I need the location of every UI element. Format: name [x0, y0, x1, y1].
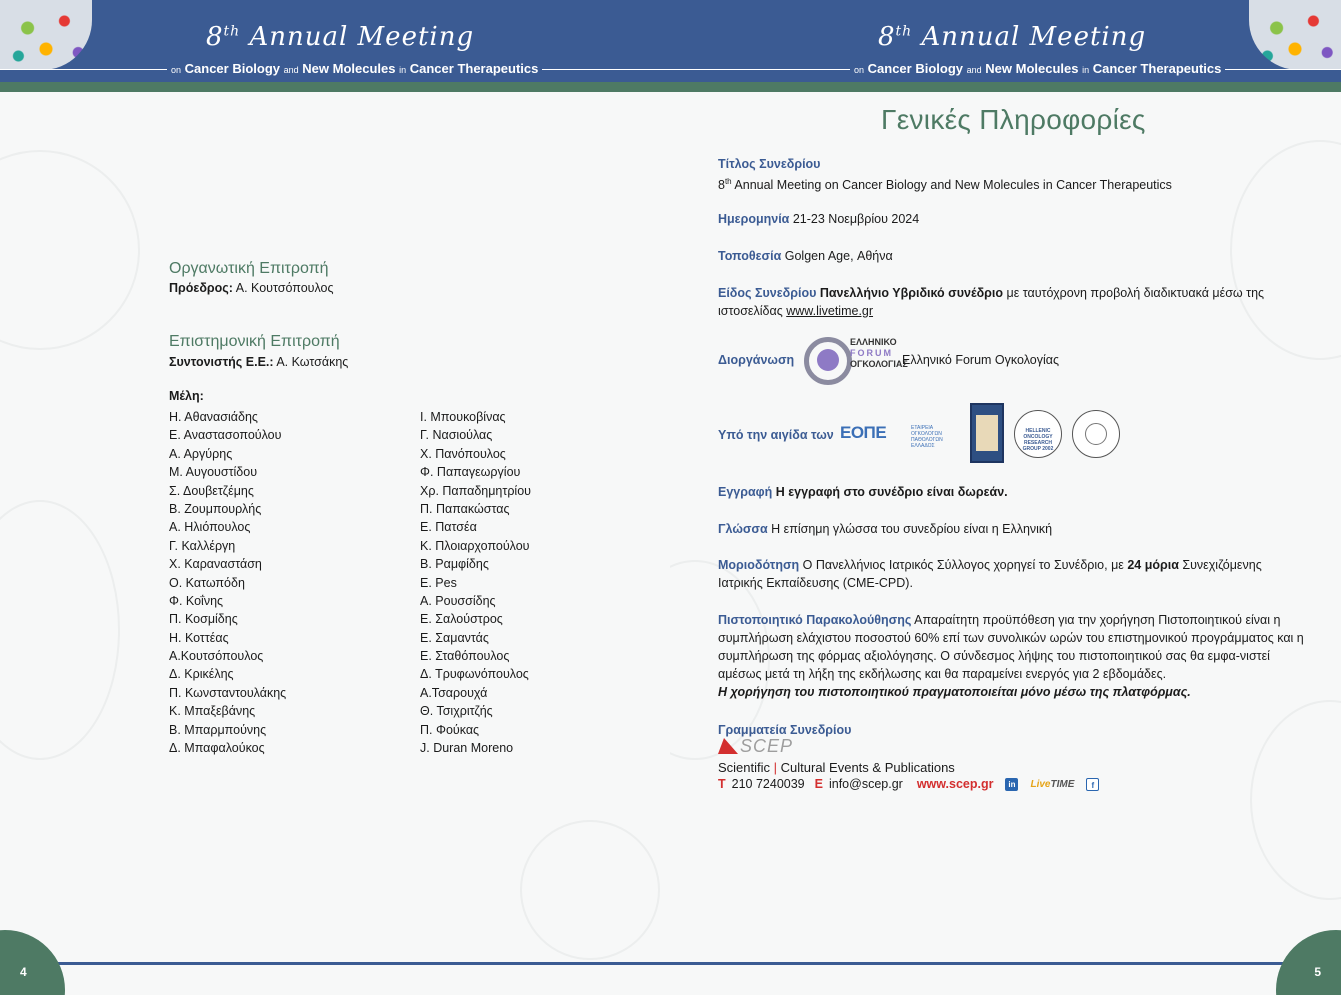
- member-name: Χρ. Παπαδημητρίου: [420, 483, 531, 498]
- scep-tagline: Scientific | Cultural Events & Publications: [718, 760, 955, 775]
- member-name: Α. Αργύρης: [169, 446, 233, 461]
- member-name: Χ. Καραναστάση: [169, 557, 262, 572]
- member-name: Φ. Παπαγεωργίου: [420, 465, 521, 480]
- scientific-coordinator: Συντονιστής Ε.Ε.: Α. Κωτσάκης: [169, 355, 349, 369]
- footer-rule: [670, 962, 1341, 965]
- eope-subtitle: ΕΤΑΙΡΕΙΑ ΟΓΚΟΛΟΓΩΝ ΠΑΘΟΛΟΓΩΝ ΕΛΛΑΔΟΣ: [911, 425, 943, 449]
- society-book-logo: [970, 403, 1004, 463]
- page-header: [670, 0, 1341, 92]
- certificate-block: Πιστοποιητικό Παρακολούθησης Απαραίτητη προϋπόθεση για την χορήγηση Πιστοποιητικού είναι η συμπλήρωση ελάχιστου ποσοστού 60% επί των συνολικών ωρών του επιστημονικού προγράμματος και η συμπλήρωση της φόρμας αξιολόγησης. Ο σύνδεσμος λήψης του πιστοποιητικού σας θα εμφα-νιστεί αμέσως μετά τη λήξη της εκδήλωσης και θα παραμείνει ενεργός για 2 εβδομάδες. Η χορήγηση του πιστοποιητικού πραγματοποιείται μόνο μέσω της πλατφόρμας.: [718, 611, 1308, 701]
- forum-dot-icon: [817, 349, 839, 371]
- conference-type-label: Είδος Συνεδρίου: [718, 286, 817, 300]
- member-name: Π. Κωνσταντουλάκης: [169, 685, 287, 700]
- meeting-subtitle: on Cancer Biology and New Molecules in Cancer Therapeutics: [167, 61, 542, 76]
- member-name: Π. Φούκας: [420, 722, 480, 737]
- members-label: Μέλη:: [169, 389, 204, 403]
- eope-logo: ΕΟΠΕ: [840, 423, 887, 442]
- organizing-president: Πρόεδρος: Α. Κουτσόπουλος: [169, 281, 334, 295]
- background-decoration: [0, 150, 140, 350]
- date-label: Ημερομηνία: [718, 212, 790, 226]
- email-link[interactable]: info@scep.gr: [828, 777, 903, 791]
- member-name: Φ. Κοΐνης: [169, 593, 224, 608]
- member-name: Π. Κοσμίδης: [169, 612, 238, 627]
- member-name: Χ. Πανόπουλος: [420, 446, 506, 461]
- member-name: Ε. Αναστασοπούλου: [169, 428, 282, 443]
- left-page: [0, 0, 670, 995]
- member-name: Γ. Καλλέργη: [169, 538, 236, 553]
- scientific-committee-heading: Επιστημονική Επιτροπή: [169, 333, 340, 350]
- member-name: Α.Τσαρουχά: [420, 685, 488, 700]
- page-number-circle: [1276, 930, 1341, 995]
- member-name: Η. Κοττέας: [169, 630, 229, 645]
- location-label: Τοποθεσία: [718, 249, 782, 263]
- livetime-link[interactable]: www.livetime.gr: [786, 304, 874, 318]
- member-name: Γ. Νασιούλας: [420, 428, 493, 443]
- background-decoration: [0, 500, 120, 760]
- header-stripe: [670, 82, 1341, 92]
- conference-title-label: Τίτλος Συνεδρίου: [718, 157, 821, 171]
- member-name: Κ. Μπαξεβάνης: [169, 704, 256, 719]
- conference-type-block: Είδος Συνεδρίου Πανελλήνιο Υβριδικό συνέδριο με ταυτόχρονη προβολή διαδικτυακά μέσω της ιστοσελίδας www.livetime.gr: [718, 286, 1265, 318]
- right-page: [670, 0, 1341, 995]
- members-column-2: [420, 408, 531, 757]
- language-label: Γλώσσα: [718, 522, 768, 536]
- aegis-label: Υπό την αιγίδα των: [718, 428, 834, 442]
- member-name: Β. Μπαρμπούνης: [169, 722, 267, 737]
- members-column-1: [169, 408, 286, 757]
- member-name: Ε. Πατσέα: [420, 520, 477, 535]
- member-name: Ε. Σταθόπουλος: [420, 649, 510, 664]
- member-name: Α. Ρουσσίδης: [420, 593, 496, 608]
- credits-block: Μοριοδότηση Ο Πανελλήνιος Ιατρικός Σύλλογος χορηγεί το Συνέδριο, με 24 μόρια Συνεχιζόμενης Ιατρικής Εκπαίδευσης (CME-CPD).: [718, 558, 1262, 590]
- member-name: Δ. Μπαφαλούκος: [169, 741, 265, 756]
- scep-logo: SCEP: [718, 736, 793, 756]
- registration-value: Η εγγραφή στο συνέδριο είναι δωρεάν.: [772, 485, 1008, 499]
- member-name: Β. Ραμφίδης: [420, 557, 489, 572]
- header-stripe: [0, 82, 670, 92]
- member-name: Δ. Τρυφωνόπουλος: [420, 667, 529, 682]
- member-name: Θ. Τσιχριτζής: [420, 704, 493, 719]
- certificate-note: Η χορήγηση του πιστοποιητικού πραγματοποιείται μόνο μέσω της πλατφόρμας.: [718, 685, 1191, 699]
- member-name: Π. Παπακώστας: [420, 501, 510, 516]
- registration-block: [718, 483, 1308, 501]
- meeting-subtitle: on Cancer Biology and New Molecules in Cancer Therapeutics: [850, 61, 1225, 76]
- credits-label: Μοριοδότηση: [718, 558, 800, 572]
- location-value: Golgen Age, Αθήνα: [781, 249, 893, 263]
- linkedin-icon[interactable]: in: [1005, 778, 1018, 791]
- date-value: 21-23 Νοεμβρίου 2024: [789, 212, 920, 226]
- member-name: Δ. Κρικέλης: [169, 667, 234, 682]
- certificate-label: Πιστοποιητικό Παρακολούθησης: [718, 613, 912, 627]
- member-name: Α.Κουτσόπουλος: [169, 649, 264, 664]
- organizer-logo: ΕΛΛΗΝΙΚΟ FORUM ΟΓΚΟΛΟΓΙΑΣ: [804, 333, 900, 389]
- member-name: Η. Αθανασιάδης: [169, 410, 258, 424]
- footer-rule: [0, 962, 670, 965]
- member-name: J. Duran Moreno: [420, 741, 514, 756]
- page-title: Γενικές Πληροφορίες: [881, 104, 1146, 135]
- livetime-logo[interactable]: LiveTIME: [1030, 778, 1075, 790]
- aegis-row: [718, 400, 1118, 466]
- member-name: Α. Ηλιόπουλος: [169, 520, 251, 535]
- member-name: Ε. Pes: [420, 575, 457, 590]
- language-value: Η επίσημη γλώσσα του συνεδρίου είναι η Ελληνική: [767, 522, 1053, 536]
- registration-label: Εγγραφή: [718, 485, 773, 499]
- conference-title-value: 8th Annual Meeting on Cancer Biology and New Molecules in Cancer Therapeutics: [718, 177, 1172, 193]
- date-block: [718, 210, 1308, 228]
- organizing-committee-heading: Οργανωτική Επιτροπή: [169, 260, 329, 277]
- member-name: Ε. Σαμαντάς: [420, 630, 489, 645]
- page-number-circle: [0, 930, 65, 995]
- member-name: Ι. Μπουκοβίνας: [420, 410, 506, 424]
- scep-mark-icon: [718, 738, 738, 754]
- background-decoration: [520, 820, 660, 960]
- facebook-icon[interactable]: f: [1086, 778, 1099, 791]
- organizer-value: Ελληνικό Forum Ογκολογίας: [902, 353, 1060, 367]
- page-header: [0, 0, 670, 92]
- hellenic-oncology-seal: HELLENIC ONCOLOGY RESEARCH GROUP 2002: [1014, 410, 1062, 458]
- secretariat-label: Γραμματεία Συνεδρίου: [718, 723, 852, 737]
- member-name: Σ. Δουβετζέμης: [169, 483, 254, 498]
- organizer-label: Διοργάνωση: [718, 353, 795, 367]
- member-name: Ο. Κατωπόδη: [169, 575, 245, 590]
- meeting-title: 8th Annual Meeting: [206, 22, 475, 52]
- crab-society-seal: [1072, 410, 1120, 458]
- phone-value: 210 7240039: [731, 777, 805, 791]
- language-block: [718, 520, 1308, 538]
- meeting-title: 8th Annual Meeting: [878, 22, 1147, 52]
- member-name: Κ. Πλοιαρχοπούλου: [420, 538, 530, 553]
- page-number: 5: [1314, 965, 1321, 979]
- crab-icon: [1085, 423, 1107, 445]
- page-number: 4: [20, 965, 27, 979]
- member-name: Μ. Αυγουστίδου: [169, 465, 258, 480]
- website-link[interactable]: www.scep.gr: [916, 777, 994, 791]
- member-name: Β. Ζουμπουρλής: [169, 501, 262, 516]
- contact-row: T 210 7240039 E info@scep.gr www.scep.gr in LiveTIME f: [718, 777, 1099, 791]
- member-name: Ε. Σαλούστρος: [420, 612, 503, 627]
- location-block: [718, 247, 1308, 265]
- conference-title-block: [718, 155, 1308, 194]
